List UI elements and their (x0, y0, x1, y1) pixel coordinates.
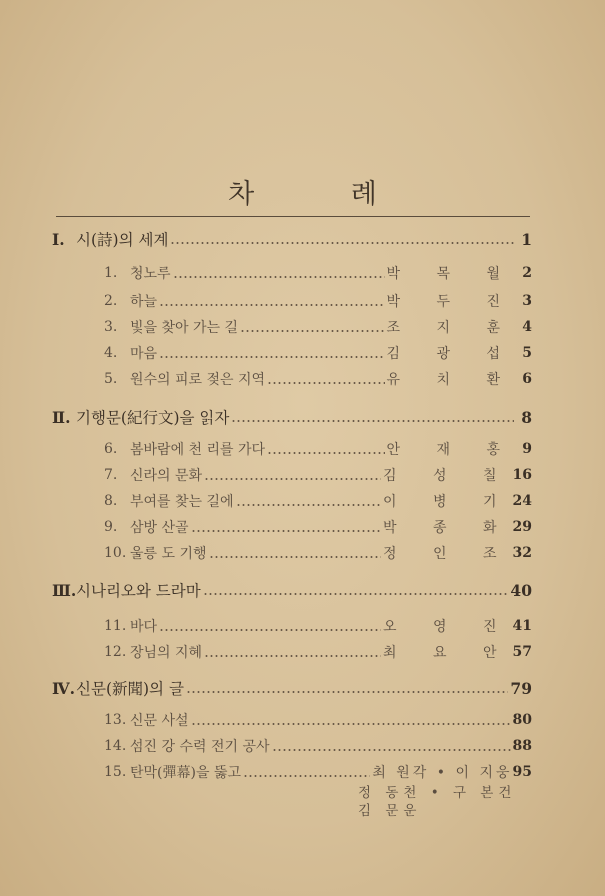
page-title: 차 례 (228, 179, 421, 210)
entry-number: 1. (104, 265, 118, 281)
page-number: 5 (522, 345, 532, 361)
section-number: Ⅲ. (52, 580, 77, 600)
entry-number: 5. (104, 371, 118, 387)
entry-title: 봄바람에 천 리를 가다 (130, 442, 266, 458)
toc-entry[interactable] (104, 342, 532, 364)
entry-author: 최 원각 • 이 지웅 (372, 765, 513, 781)
section-title: 신문(新聞)의 글 (76, 680, 184, 698)
page-number: 80 (512, 712, 532, 728)
section-number: Ⅱ. (52, 407, 71, 427)
entry-author: 김 광 섭 (386, 346, 516, 362)
entry-title: 탄막(彈幕)을 뚫고 (130, 765, 241, 781)
toc-entry[interactable] (104, 735, 532, 757)
toc-entry[interactable] (104, 438, 532, 460)
dot-leader (236, 504, 381, 506)
entry-title: 신라의 문화 (130, 468, 203, 484)
page-number: 6 (522, 371, 532, 387)
dot-leader (159, 356, 384, 358)
page-number: 88 (512, 738, 532, 754)
page-number: 32 (512, 545, 532, 561)
toc-entry[interactable] (104, 262, 532, 284)
entry-author: 오 영 진 (383, 619, 513, 635)
entry-title: 마음 (130, 346, 158, 362)
toc-entry[interactable] (104, 464, 532, 486)
entry-number: 7. (104, 467, 118, 483)
dot-leader (272, 749, 511, 751)
entry-number: 12. (104, 644, 127, 660)
dot-leader (204, 478, 381, 480)
entry-number: 10. (104, 545, 127, 561)
entry-author: 유 치 환 (386, 372, 516, 388)
page-number: 16 (512, 467, 532, 483)
page-number: 79 (510, 678, 532, 698)
section-title: 시(詩)의 세계 (76, 231, 169, 249)
entry-number: 4. (104, 345, 118, 361)
dot-leader (243, 775, 370, 777)
toc-entry[interactable] (104, 290, 532, 312)
entry-title: 신문 사설 (130, 713, 189, 729)
entry-number: 9. (104, 519, 118, 535)
page-number: 1 (521, 229, 532, 249)
dot-leader (173, 276, 385, 278)
entry-title: 청노루 (130, 266, 171, 282)
dot-leader (191, 723, 511, 725)
entry-number: 3. (104, 319, 118, 335)
entry-title: 빛을 찾아 가는 길 (130, 320, 239, 336)
dot-leader (191, 530, 381, 532)
page-number: 3 (522, 293, 532, 309)
entry-title: 울릉 도 기행 (130, 546, 207, 562)
title-rule (56, 216, 530, 217)
page-number: 40 (510, 580, 532, 600)
toc-section-4[interactable] (52, 677, 532, 699)
dot-leader (209, 556, 382, 558)
entry-author: 조 지 훈 (386, 320, 516, 336)
dot-leader (186, 691, 509, 693)
entry-number: 14. (104, 738, 127, 754)
toc-section-3[interactable] (52, 579, 532, 601)
entry-number: 11. (104, 618, 127, 634)
dot-leader (204, 655, 381, 657)
section-title: 기행문(紀行文)을 읽자 (76, 409, 230, 427)
toc-entry[interactable] (104, 761, 532, 783)
toc-entry[interactable] (104, 368, 532, 390)
entry-title: 하늘 (130, 294, 158, 310)
dot-leader (159, 629, 381, 631)
entry-author: 정 인 조 (383, 546, 513, 562)
entry-author: 박 목 월 (386, 266, 516, 282)
toc-entry[interactable] (104, 490, 532, 512)
entry-title: 원수의 피로 젖은 지역 (130, 372, 266, 388)
entry-author: 김 성 칠 (383, 468, 513, 484)
page-number: 2 (522, 265, 532, 281)
dot-leader (159, 304, 384, 306)
page-number: 9 (522, 441, 532, 457)
dot-leader (267, 452, 384, 454)
dot-leader (231, 420, 514, 422)
page-number: 24 (512, 493, 532, 509)
entry-author: 박 종 화 (383, 520, 513, 536)
dot-leader (170, 242, 514, 244)
toc-entry[interactable] (104, 516, 532, 538)
toc-entry[interactable] (104, 709, 532, 731)
toc-entry[interactable] (104, 542, 532, 564)
entry-number: 2. (104, 293, 118, 309)
dot-leader (203, 593, 509, 595)
entry-number: 15. (104, 764, 127, 780)
extra-author-line: 김 문운 (358, 803, 422, 819)
entry-author: 박 두 진 (386, 294, 516, 310)
dot-leader (240, 330, 384, 332)
dot-leader (267, 382, 384, 384)
toc-section-2[interactable] (52, 406, 532, 428)
toc-entry[interactable] (104, 615, 532, 637)
entry-number: 8. (104, 493, 118, 509)
extra-author-line: 정 동천 • 구 본건 (358, 785, 517, 801)
entry-author: 안 재 홍 (386, 442, 516, 458)
page-number: 4 (522, 319, 532, 335)
entry-title: 부여를 찾는 길에 (130, 494, 234, 510)
entry-title: 바다 (130, 619, 158, 635)
page-number: 29 (512, 519, 532, 535)
section-number: Ⅳ. (52, 678, 75, 698)
entry-title: 섬진 강 수력 전기 공사 (130, 739, 270, 755)
entry-title: 장님의 지혜 (130, 645, 203, 661)
toc-section-1[interactable] (52, 228, 532, 250)
entry-title: 삼방 산골 (130, 520, 189, 536)
entry-author: 최 요 안 (383, 645, 513, 661)
page-number: 41 (512, 618, 532, 634)
entry-author: 이 병 기 (383, 494, 513, 510)
entry-number: 13. (104, 712, 127, 728)
page-number: 8 (521, 407, 532, 427)
toc-entry[interactable] (104, 316, 532, 338)
page-number: 95 (512, 764, 532, 780)
toc-entry[interactable] (104, 641, 532, 663)
section-number: Ⅰ. (52, 229, 65, 249)
entry-number: 6. (104, 441, 118, 457)
page-number: 57 (512, 644, 532, 660)
section-title: 시나리오와 드라마 (76, 582, 201, 600)
